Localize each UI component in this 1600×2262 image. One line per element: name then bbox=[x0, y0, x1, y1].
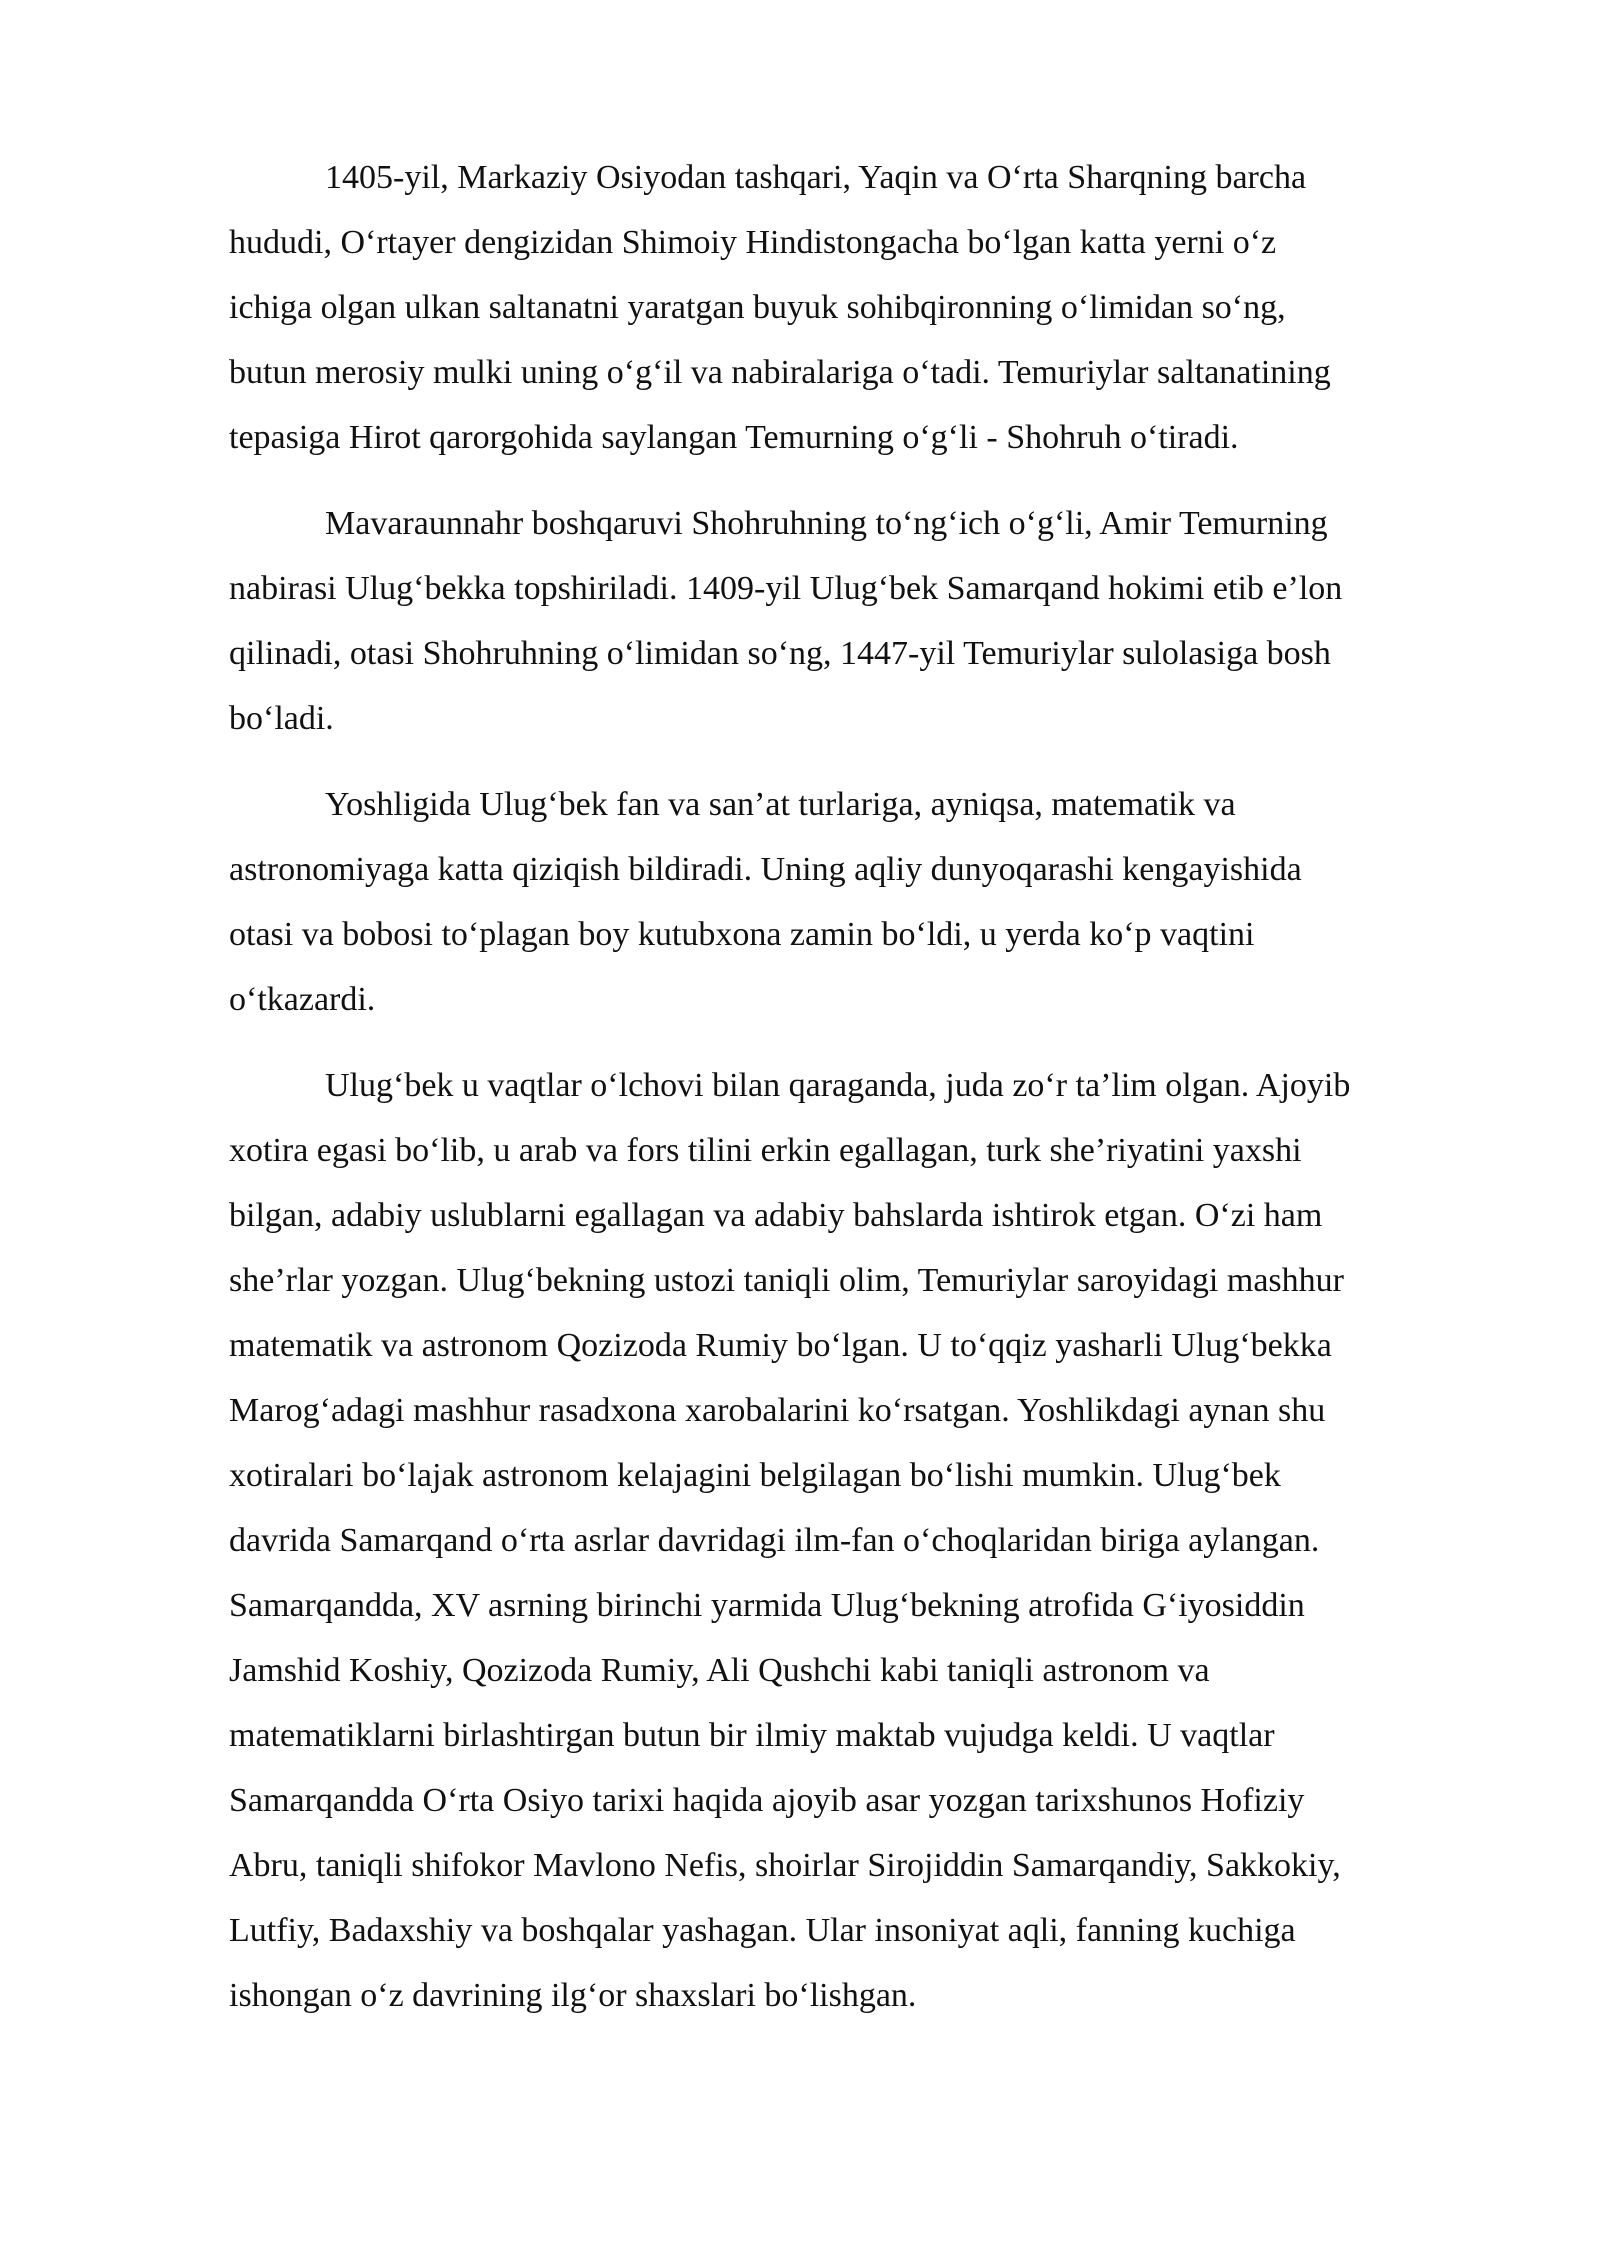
paragraph-line: bilgan, adabiy uslublarni egallagan va adabiy bahslarda ishtirok etgan. O‘zi ham bbox=[229, 1197, 1323, 1234]
paragraph-line: Samarqandda O‘rta Osiyo tarixi haqida ajoyib asar yozgan tarixshunos Hofiziy bbox=[229, 1782, 1305, 1819]
paragraph-line: otasi va bobosi to‘plagan boy kutubxona zamin bo‘ldi, u yerda ko‘p vaqtini bbox=[229, 916, 1255, 953]
paragraph-4 bbox=[229, 1053, 1489, 2028]
paragraph-line: matematik va astronom Qozizoda Rumiy bo‘lgan. U to‘qqiz yasharli Ulug‘bekka bbox=[229, 1327, 1332, 1364]
paragraph-line: she’rlar yozgan. Ulug‘bekning ustozi taniqli olim, Temuriylar saroyidagi mashhur bbox=[229, 1262, 1344, 1299]
paragraph-line: Marog‘adagi mashhur rasadxona xarobalarini ko‘rsatgan. Yoshlikdagi aynan shu bbox=[229, 1392, 1326, 1429]
paragraph-line: Jamshid Koshiy, Qozizoda Rumiy, Ali Qushchi kabi taniqli astronom va bbox=[229, 1652, 1210, 1689]
paragraph-line: Lutfiy, Badaxshiy va boshqalar yashagan. Ular insoniyat aqli, fanning kuchiga bbox=[229, 1912, 1296, 1949]
paragraph-line: Mavaraunnahr boshqaruvi Shohruhning to‘ng‘ich o‘g‘li, Amir Temurning bbox=[325, 505, 1328, 542]
paragraph-line: ichiga olgan ulkan saltanatni yaratgan buyuk sohibqironning o‘limidan so‘ng, bbox=[229, 289, 1286, 326]
paragraph-line: bo‘ladi. bbox=[229, 700, 334, 737]
paragraph-line: Samarqandda, XV asrning birinchi yarmida Ulug‘bekning atrofida G‘iyosiddin bbox=[229, 1587, 1305, 1624]
paragraph-line: davrida Samarqand o‘rta asrlar davridagi ilm-fan o‘choqlaridan biriga aylangan. bbox=[229, 1522, 1320, 1559]
paragraph-line: matematiklarni birlashtirgan butun bir ilmiy maktab vujudga keldi. U vaqtlar bbox=[229, 1717, 1275, 1754]
paragraph-line: Yoshligida Ulug‘bek fan va san’at turlariga, ayniqsa, matematik va bbox=[325, 786, 1236, 823]
paragraph-line: o‘tkazardi. bbox=[229, 981, 376, 1018]
paragraph-line: qilinadi, otasi Shohruhning o‘limidan so‘ng, 1447-yil Temuriylar sulolasiga bosh bbox=[229, 635, 1331, 672]
paragraph-3 bbox=[229, 772, 1489, 1032]
paragraph-line: ishongan o‘z davrining ilg‘or shaxslari bo‘lishgan. bbox=[229, 1977, 917, 2014]
paragraph-line: tepasiga Hirot qarorgohida saylangan Temurning o‘g‘li - Shohruh o‘tiradi. bbox=[229, 419, 1239, 456]
paragraph-2 bbox=[229, 491, 1489, 751]
document-body bbox=[229, 145, 1489, 2049]
paragraph-line: hududi, O‘rtayer dengizidan Shimoiy Hindistongacha bo‘lgan katta yerni o‘z bbox=[229, 224, 1277, 261]
paragraph-line: Ulug‘bek u vaqtlar o‘lchovi bilan qaraganda, juda zo‘r ta’lim olgan. Ajoyib bbox=[325, 1067, 1351, 1104]
paragraph-line: Abru, taniqli shifokor Mavlono Nefis, shoirlar Sirojiddin Samarqandiy, Sakkokiy, bbox=[229, 1847, 1341, 1884]
paragraph-line: xotira egasi bo‘lib, u arab va fors tilini erkin egallagan, turk she’riyatini yaxshi bbox=[229, 1132, 1302, 1169]
paragraph-line: 1405-yil, Markaziy Osiyodan tashqari, Yaqin va O‘rta Sharqning barcha bbox=[325, 159, 1307, 196]
paragraph-line: astronomiyaga katta qiziqish bildiradi. Uning aqliy dunyoqarashi kengayishida bbox=[229, 851, 1302, 888]
paragraph-1 bbox=[229, 145, 1489, 470]
paragraph-line: butun merosiy mulki uning o‘g‘il va nabiralariga o‘tadi. Temuriylar saltanatining bbox=[229, 354, 1331, 391]
paragraph-line: xotiralari bo‘lajak astronom kelajagini belgilagan bo‘lishi mumkin. Ulug‘bek bbox=[229, 1457, 1281, 1494]
paragraph-line: nabirasi Ulug‘bekka topshiriladi. 1409-yil Ulug‘bek Samarqand hokimi etib e’lon bbox=[229, 570, 1343, 607]
